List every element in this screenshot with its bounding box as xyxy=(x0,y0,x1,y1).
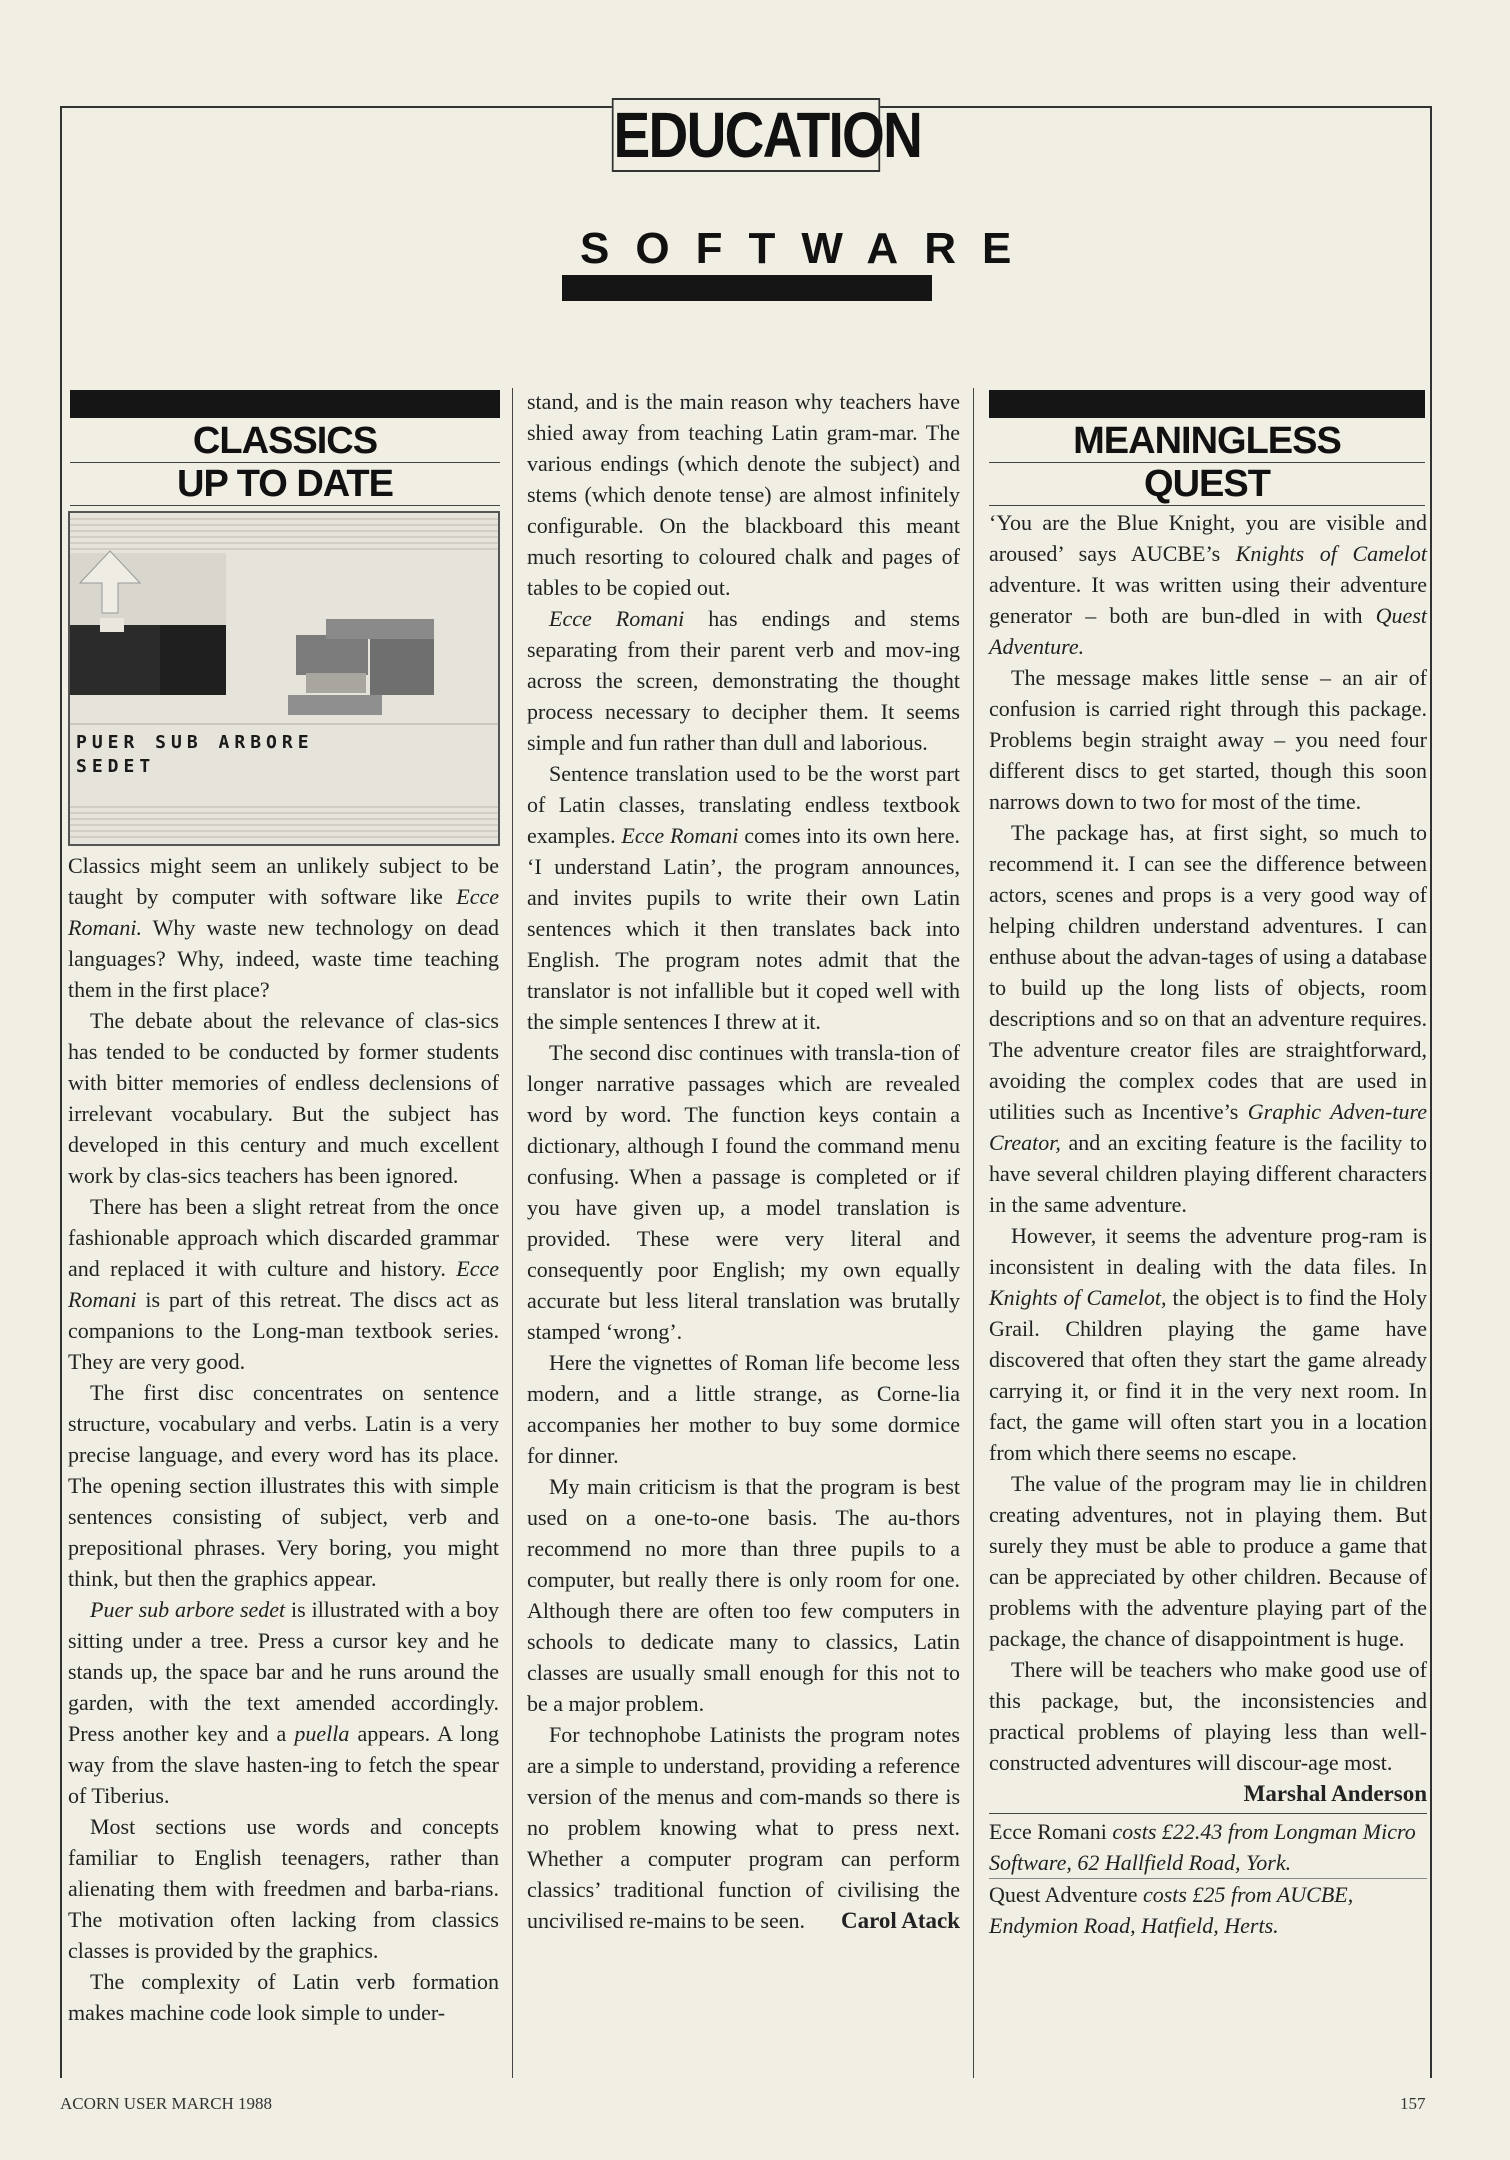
left-article-heading xyxy=(70,420,500,506)
text-run: stand, and is the main reason why teachers have shied away from teaching Latin gram-mar. The various endings (which denote the subject) and stems (which denote tense) are almost infinitely configurable. On the blackboard this meant much resorting to coloured chalk and pages of tables to be copied out. xyxy=(527,389,960,600)
text-run: The message makes little sense – an air of confusion is carried right through this package. Problems begin straight away – you need four different discs to get started, though this soon narrows down to two for most of the time. xyxy=(989,665,1427,814)
italic-text: Knights of Camelot xyxy=(1235,541,1427,566)
italic-text: costs £25 from AUCBE, Endymion Road, Hatfield, Herts. xyxy=(989,1882,1354,1938)
italic-text: Graphic Adven-ture Creator, xyxy=(989,1099,1427,1155)
paragraph xyxy=(68,1811,499,1966)
text-run: Most sections use words and concepts familiar to English teenagers, rather than alienating them with freedmen and barba-rians. The motivation often lacking from classics classes is provided by the graphics. xyxy=(68,1814,499,1963)
text-run: Why waste new technology on dead languages? Why, indeed, waste time teaching them in the first place? xyxy=(68,915,499,1002)
right-article-heading xyxy=(989,420,1425,506)
text-run: and an exciting feature is the facility to have several children playing different characters in the same adventure. xyxy=(989,1130,1427,1217)
right-article-body xyxy=(989,507,1427,1941)
italic-text: Ecce Romani xyxy=(621,823,739,848)
right-heading-line1: MEANINGLESS xyxy=(989,420,1425,463)
column-rule-2 xyxy=(973,388,974,2078)
footer-page-number: 157 xyxy=(1400,2094,1426,2113)
paragraph xyxy=(68,1191,499,1377)
ecce-romani-screenshot xyxy=(68,511,500,846)
text-run: Ecce Romani xyxy=(989,1819,1107,1844)
text-run: There will be teachers who make good use of this package, but, the inconsistencies and practical problems of playing less than well-constructed adventures will discour-age most. xyxy=(989,1657,1427,1775)
paragraph xyxy=(989,817,1427,1220)
italic-text: Knights of Camelot, xyxy=(989,1285,1167,1310)
text-run: appears. A long way from the slave hasten-ing to fetch the spear of Tiberius. xyxy=(68,1721,499,1808)
screenshot-text-line1: PUER SUB ARBORE xyxy=(76,732,314,753)
paragraph xyxy=(68,850,499,1005)
text-run: the object is to find the Holy Grail. Children playing the game have discovered that often they start the game already carrying it, or find it in the very next room. In fact, the game will often start you in a location from which there seems no escape. xyxy=(989,1285,1427,1465)
screenshot-graphic xyxy=(70,513,498,844)
page-frame-left xyxy=(60,106,62,2078)
section-subtitle: SOFTWARE xyxy=(580,224,1038,273)
paragraph xyxy=(527,758,960,1037)
text-run: The value of the program may lie in children creating adventures, not in playing them. But surely they must be able to produce a game that can be appreciated by other children. Because of problems with the adventure playing part of the package, the chance of disappointment is huge. xyxy=(989,1471,1427,1651)
text-run: However, it seems the adventure prog-ram is inconsistent in dealing with the data files. In xyxy=(989,1223,1427,1279)
screenshot-text-line2: SEDET xyxy=(76,756,156,777)
paragraph xyxy=(989,1816,1427,1879)
paragraph xyxy=(989,1879,1427,1941)
text-run: Sentence translation used to be the worst part of Latin classes, translating endless textbook examples. xyxy=(527,761,960,848)
left-heading-line1: CLASSICS xyxy=(70,420,500,463)
screenshot-caption xyxy=(76,731,406,779)
paragraph xyxy=(527,1347,960,1471)
paragraph xyxy=(68,1005,499,1191)
section-subtitle-bar xyxy=(562,275,932,301)
product-credits xyxy=(989,1813,1427,1941)
paragraph xyxy=(68,1966,499,2028)
paragraph xyxy=(527,1719,960,1936)
text-run: The complexity of Latin verb formation makes machine code look simple to under- xyxy=(68,1969,499,2025)
text-run: is part of this retreat. The discs act as companions to the Long-man textbook series. They are very good. xyxy=(68,1287,499,1374)
italic-text: Puer sub arbore sedet xyxy=(90,1597,286,1622)
left-article-body xyxy=(68,850,499,2028)
text-run: adventure. It was written using their adventure generator – both are bun-dled in with xyxy=(989,572,1427,628)
section-title: EDUCATION xyxy=(613,99,922,171)
paragraph xyxy=(989,662,1427,817)
page-frame-right xyxy=(1430,106,1432,2078)
text-run: Quest Adventure xyxy=(989,1882,1138,1907)
text-run: There has been a slight retreat from the once fashionable approach which discarded grammar and replaced it with culture and history. xyxy=(68,1194,499,1281)
middle-article-body xyxy=(527,386,960,1936)
paragraph xyxy=(989,1654,1427,1778)
italic-text: puella xyxy=(294,1721,350,1746)
text-run: comes into its own here. ‘I understand Latin’, the program announces, and invites pupils to write their own Latin sentences which it then translates back into English. The program notes admit that the translator is not infallible but it coped well with the simple sentences I threw at it. xyxy=(527,823,960,1034)
text-run: The first disc concentrates on sentence structure, vocabulary and verbs. Latin is a very precise language, and every word has its place. The opening section illustrates this with simple sentences consisting of subject, verb and prepositional phrases. Very boring, you might think, but then the graphics appear. xyxy=(68,1380,499,1591)
text-run: For technophobe Latinists the program notes are a simple to understand, providing a reference version of the menus and com-mands so there is no problem knowing what to press next. Whether a computer program can perform classics’ traditional function of civilising the uncivilised re-mains to be seen. xyxy=(527,1722,960,1933)
text-run: The debate about the relevance of clas-sics has tended to be conducted by former students with bitter memories of endless declensions of irrelevant vocabulary. But the subject has developed in this century and much excellent work by clas-sics teachers has been ignored. xyxy=(68,1008,499,1188)
text-run: My main criticism is that the program is best used on a one-to-one basis. The au-thors recommend no more than three pupils to a computer, but really there is only room for one. Although there are often too few computers in schools to dedicate many to classics, Latin classes are usually small enough for this not to be a major problem. xyxy=(527,1474,960,1716)
paragraph xyxy=(989,507,1427,662)
paragraph xyxy=(527,1037,960,1347)
text-run: ‘You are the Blue Knight, you are visible and aroused’ says AUCBE’s xyxy=(989,510,1427,566)
paragraph xyxy=(989,1220,1427,1468)
italic-text: costs £22.43 from Longman Micro Software, 62 Hallfield Road, York. xyxy=(989,1819,1416,1875)
right-heading-bar xyxy=(989,390,1425,418)
text-run: has endings and stems separating from their parent verb and mov-ing across the screen, demonstrating the thought process necessary to decipher them. It seems simple and fun rather than dull and laborious. xyxy=(527,606,960,755)
text-run: Here the vignettes of Roman life become less modern, and a little strange, as Corne-lia accompanies her mother to buy some dormice for dinner. xyxy=(527,1350,960,1468)
paragraph xyxy=(989,1468,1427,1654)
byline: Carol Atack xyxy=(840,1908,960,1933)
byline: Marshal Anderson xyxy=(1243,1781,1427,1806)
italic-text: Ecce Romani xyxy=(549,606,685,631)
column-rule-1 xyxy=(512,388,513,2078)
text-run: The second disc continues with transla-tion of longer narrative passages which are revealed word by word. The function keys contain a dictionary, although I found the command menu confusing. When a passage is completed or if you have given up, a model translation is provided. These were very literal and consequently poor English; my own equally accurate but less literal translation was brutally stamped ‘wrong’. xyxy=(527,1040,960,1344)
text-run: The package has, at first sight, so much to recommend it. I can see the difference between actors, scenes and props is a very good way of helping children understand adventures. I can enthuse about the advan-tages of using a database to build up the long lists of objects, room descriptions and so on that an adventure requires. The adventure creator files are straightforward, avoiding the complex codes that are used in utilities such as Incentive’s xyxy=(989,820,1428,1124)
left-heading-bar xyxy=(70,390,500,418)
paragraph xyxy=(527,1471,960,1719)
right-heading-line2: QUEST xyxy=(989,463,1425,506)
text-run: Classics might seem an unlikely subject to be taught by computer with software like xyxy=(68,853,499,909)
footer-magazine: ACORN USER MARCH 1988 xyxy=(60,2094,273,2113)
paragraph xyxy=(527,386,960,603)
paragraph xyxy=(68,1594,499,1811)
italic-text: Ecce Romani. xyxy=(68,884,499,940)
paragraph xyxy=(68,1377,499,1594)
italic-text: Ecce Romani xyxy=(68,1256,499,1312)
text-run: is illustrated with a boy sitting under a tree. Press a cursor key and he stands up, the space bar and he runs around the garden, with the text amended accordingly. Press another key and a xyxy=(68,1597,500,1746)
italic-text: Quest Adventure. xyxy=(989,603,1427,659)
paragraph xyxy=(527,603,960,758)
left-heading-line2: UP TO DATE xyxy=(70,463,500,506)
